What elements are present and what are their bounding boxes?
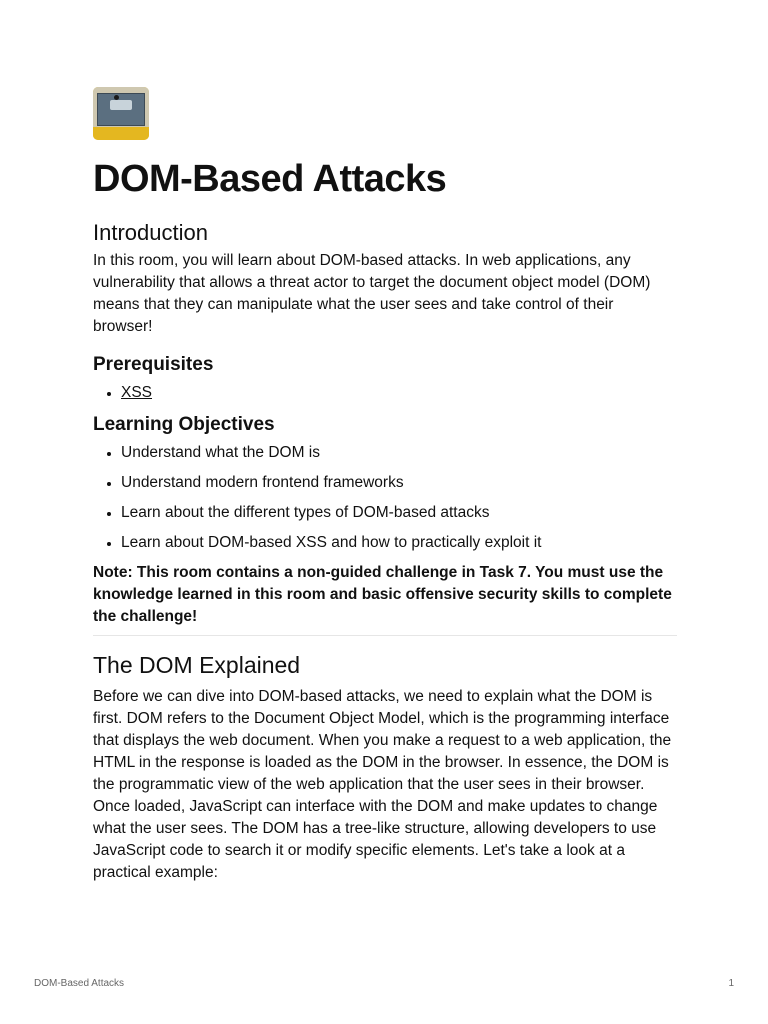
footer-document-title: DOM-Based Attacks <box>34 978 125 989</box>
learning-objectives-list <box>93 442 677 554</box>
xss-link[interactable]: XSS <box>121 384 153 401</box>
prerequisites-list <box>93 382 677 404</box>
dom-explained-heading: The DOM Explained <box>93 652 301 678</box>
introduction-heading: Introduction <box>93 220 208 245</box>
learning-objectives-heading: Learning Objectives <box>93 414 275 435</box>
list-item: • Understand modern frontend frameworks <box>121 472 677 494</box>
list-item: • Learn about DOM-based XSS and how to practically exploit it <box>121 532 677 554</box>
list-item: • Understand what the DOM is <box>121 442 677 464</box>
introduction-text: In this room, you will learn about DOM-based attacks. In web applications, any vulnerability that allows a threat actor to target the document object model (DOM) means that they can manipulate what the user sees and take control of their browser! <box>93 252 651 335</box>
page-title: DOM-Based Attacks <box>93 158 447 200</box>
section-divider <box>93 635 677 636</box>
prerequisites-heading: Prerequisites <box>93 354 214 375</box>
dom-explained-text: Before we can dive into DOM-based attacks, we need to explain what the DOM is first. DOM refers to the Document Object Model, which is the programming interface that displays the web document. When you make a request to a web application, the HTML in the response is loaded as the DOM in the browser. In essence, the DOM is the programmatic view of the web application that the user sees in their browser. Once loaded, JavaScript can interface with the DOM and make updates to change what the user sees. The DOM has a tree-like structure, allowing developers to use JavaScript code to search it or modify specific elements. Let's take a look at a practical example: <box>93 688 672 881</box>
document-page <box>93 87 677 884</box>
prerequisite-item[interactable] <box>121 382 677 404</box>
challenge-note: Note: This room contains a non-guided challenge in Task 7. You must use the knowledge learned in this room and basic offensive security skills to complete the challenge! <box>93 564 672 625</box>
footer-page-number: 1 <box>728 978 734 989</box>
room-logo-icon <box>93 87 149 140</box>
list-item: • Learn about the different types of DOM-based attacks <box>121 502 677 524</box>
